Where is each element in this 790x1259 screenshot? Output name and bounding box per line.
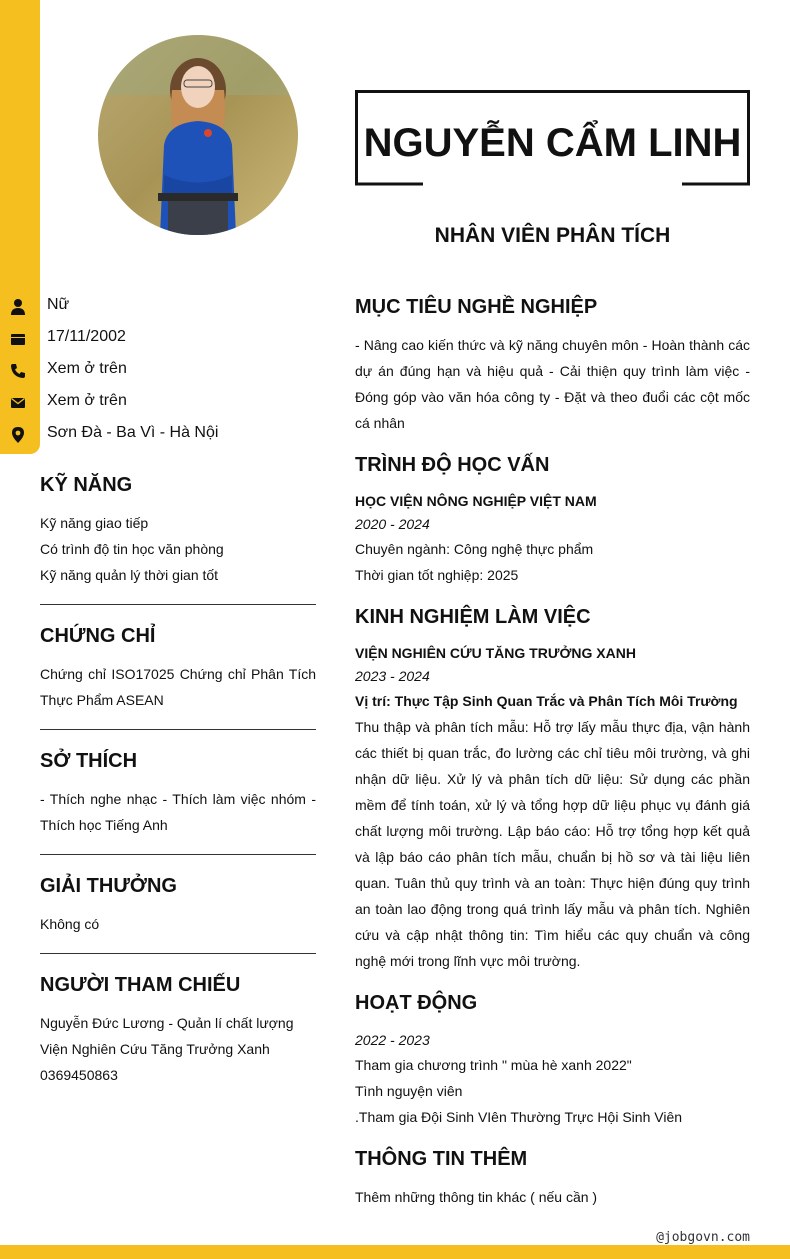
objective-heading: MỤC TIÊU NGHỀ NGHIỆP xyxy=(355,296,598,318)
left-column xyxy=(40,470,316,1104)
additional-heading: THÔNG TIN THÊM xyxy=(355,1148,528,1170)
section-divider xyxy=(40,604,316,605)
objective-text: - Nâng cao kiến thức và kỹ năng chuyên môn - Hoàn thành các dự án đúng hạn và hiệu quả - Cải thiện quy trình làm việc - Đóng góp vào văn hóa công ty - Đặt và theo đuổi các cột mốc cá nhân xyxy=(355,337,750,431)
skills-section xyxy=(40,470,316,604)
email-value: Xem ở trên xyxy=(47,392,127,409)
contact-email xyxy=(0,388,330,420)
company-name: VIỆN NGHIÊN CỨU TĂNG TRƯỞNG XANH xyxy=(355,645,636,661)
experience-section xyxy=(355,602,750,974)
hobbies-heading: SỞ THÍCH xyxy=(40,750,138,772)
hobbies-section xyxy=(40,746,316,854)
experience-description: Thu thập và phân tích mẫu: Hỗ trợ lấy mẫu thực địa, vận hành các thiết bị quan trắc, đo lường các chỉ tiêu môi trường, và ghi nhận dữ liệu. Xử lý và phân tích dữ liệu: Sử dụng các phần mềm để tính toán, xử lý và tổng hợp dữ liệu phục vụ đánh giá chất lượng môi trường. Lập báo cáo: Hỗ trợ tổng hợp kết quả và lập báo cáo phân tích mẫu, chuẩn bị hồ sơ và tài liệu liên quan. Tuân thủ quy trình và an toàn: Thực hiện đúng quy trình an toàn lao động trong quá trình lấy mẫu và phân tích. Nghiên cứu và cập nhật thông tin: Tìm hiểu các quy chuẩn và công nghệ mới trong lĩnh vực môi trường. xyxy=(355,719,750,969)
activity-item: Tình nguyện viên xyxy=(355,1083,463,1099)
contact-address xyxy=(0,420,330,452)
mail-icon xyxy=(9,394,27,412)
awards-section xyxy=(40,871,316,953)
school-name: HỌC VIỆN NÔNG NGHIỆP VIỆT NAM xyxy=(355,493,597,509)
activities-period: 2022 - 2023 xyxy=(355,1032,430,1048)
education-heading: TRÌNH ĐỘ HỌC VẤN xyxy=(355,454,550,476)
job-title: NHÂN VIÊN PHÂN TÍCH xyxy=(434,224,671,247)
education-graduation: Thời gian tốt nghiệp: 2025 xyxy=(355,567,519,583)
additional-section xyxy=(355,1144,750,1210)
hobbies-text: - Thích nghe nhạc - Thích làm việc nhóm - Thích học Tiếng Anh xyxy=(40,791,316,833)
person-icon xyxy=(9,298,27,316)
skill-item: Có trình độ tin học văn phòng xyxy=(40,541,224,557)
awards-heading: GIẢI THƯỞNG xyxy=(40,875,177,897)
birthday-value: 17/11/2002 xyxy=(47,328,126,345)
activity-item: Tham gia chương trình " mùa hè xanh 2022" xyxy=(355,1057,632,1073)
contact-phone xyxy=(0,356,330,388)
experience-period: 2023 - 2024 xyxy=(355,668,430,684)
phone-icon xyxy=(9,362,27,380)
footer-accent-bar xyxy=(0,1245,790,1259)
phone-value: Xem ở trên xyxy=(47,360,127,377)
activities-heading: HOẠT ĐỘNG xyxy=(355,992,478,1014)
section-divider xyxy=(40,729,316,730)
education-period: 2020 - 2024 xyxy=(355,516,430,532)
certificates-text: Chứng chỉ ISO17025 Chứng chỉ Phân Tích Thực Phẩm ASEAN xyxy=(40,666,316,708)
full-name: NGUYỄN CẨM LINH xyxy=(363,121,742,165)
right-column xyxy=(355,292,750,1224)
gender-value: Nữ xyxy=(47,296,70,313)
contact-birthday xyxy=(0,324,330,356)
profile-photo xyxy=(98,35,298,235)
skill-item: Kỹ năng quản lý thời gian tốt xyxy=(40,567,219,583)
activities-section xyxy=(355,988,750,1130)
watermark: @jobgovn.com xyxy=(656,1230,750,1245)
certificates-heading: CHỨNG CHỈ xyxy=(40,625,156,647)
education-major: Chuyên ngành: Công nghệ thực phẩm xyxy=(355,541,594,557)
skills-heading: KỸ NĂNG xyxy=(40,474,133,496)
location-icon xyxy=(9,426,27,444)
experience-position: Vị trí: Thực Tập Sinh Quan Trắc và Phân Tích Môi Trường xyxy=(355,693,738,709)
skill-item: Kỹ năng giao tiếp xyxy=(40,515,149,531)
address-value: Sơn Đà - Ba Vì - Hà Nội xyxy=(47,424,219,441)
section-divider xyxy=(40,953,316,954)
education-section xyxy=(355,450,750,588)
awards-text: Không có xyxy=(40,916,100,932)
references-heading: NGƯỜI THAM CHIẾU xyxy=(40,974,241,996)
contact-gender xyxy=(0,292,330,324)
additional-text: Thêm những thông tin khác ( nếu cần ) xyxy=(355,1189,598,1205)
certificates-section xyxy=(40,621,316,729)
contact-info xyxy=(0,292,330,452)
section-divider xyxy=(40,854,316,855)
references-section xyxy=(40,970,316,1104)
name-box xyxy=(355,90,750,186)
references-text: Nguyễn Đức Lương - Quản lí chất lượng Viện Nghiên Cứu Tăng Trưởng Xanh 0369450863 xyxy=(40,1015,294,1083)
calendar-icon xyxy=(9,330,27,348)
activity-item: .Tham gia Đội Sinh VIên Thường Trực Hội Sinh Viên xyxy=(355,1109,683,1125)
objective-section xyxy=(355,292,750,436)
experience-heading: KINH NGHIỆM LÀM VIỆC xyxy=(355,606,591,628)
